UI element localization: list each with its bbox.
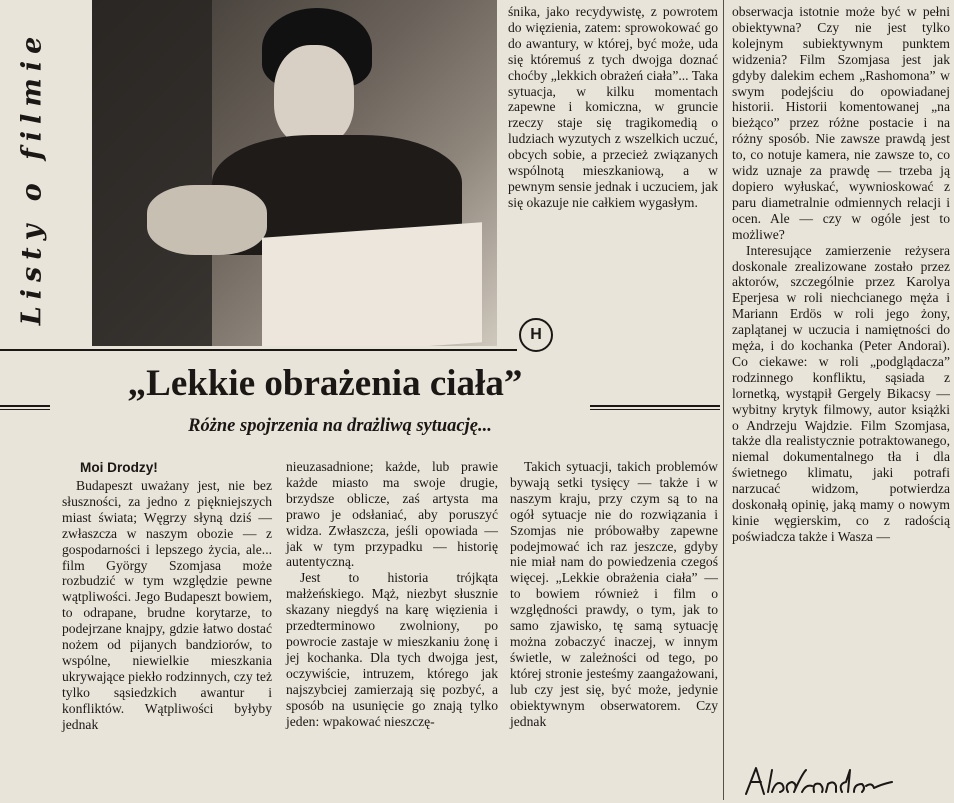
article-column-1: Budapeszt uważany jest, nie bez słuszności, za jedno z piękniejszych miast świata; Węgrzy słyną dziś — zwłaszcza w naszym obozie — z gospodarności i lepszego życia, ale... film György Szomjasa może rozbudzić w tym względzie pewne wątpliwości. Jego Budapeszt bowiem, to odrapane, brudne korytarze, to podejrzane knajpy, gdzie łatwo dostać nożem od pijanych bandziorów, to wspólne, niewielkie mieszkania ukrywające piekło rodzinnych, czy też tylko sąsiedzkich awantur i konfliktów. Wątpliwości byłyby jednak (62, 478, 272, 732)
article-subheadline: Różne spojrzenia na drażliwą sytuację... (188, 416, 492, 436)
film-still-photo (92, 0, 497, 346)
letter-salutation: Moi Drodzy! (80, 460, 158, 475)
author-signature (742, 762, 912, 798)
title-rule-right-thin (590, 409, 720, 410)
column-divider (723, 0, 724, 800)
title-rule-left-thin (0, 409, 50, 410)
header-rule (0, 349, 517, 351)
article-column-3: Takich sytuacji, takich problemów bywają setki tysięcy — także i w naszym kraju, przy czym są to na ogół sytuacje nie do rozwiązania i Szomjas nie próbowałby zapewne podejmować ich raz jeszcze, gdyby nie miał nam do powiedzenia czegoś więcej. „Lekkie obrażenia ciała” — to bowiem również i film o względności prawdy, o tym, jak to samo zjawisko, tę samą sytuację można zobaczyć inaczej, w innym świetle, w zależności od tego, po której stronie jesteśmy zaangażowani, lub czy jest się, być może, jedynie obiektywnym obserwatorem. Czy jednak (510, 459, 718, 729)
article-column-top: śnika, jako recydywistę, z powrotem do więzienia, zatem: sprowokować go do awantury, w której, być może, uda się któremuś z tych dwojga doznać choćby „lekkich obrażeń ciała”... Taka sytuacja, w kilku momentach zapewne i komiczna, w gruncie rzeczy staje się tragikomedią o ludziach wyzutych z wszelkich uczuć, obcych sobie, a przecież związanych wspólnotą mieszkaniową, a w pewnym sensie jednak i uczuciem, jak się okazuje nie całkiem wygasłym. (508, 4, 718, 210)
signature-graphic (742, 762, 912, 798)
article-column-2: nieuzasadnione; każde, lub prawie każde miasto ma swoje drugie, brzydsze oblicze, zaś artysta ma prawo je odsłaniać, aby poruszyć widza. Zwłaszcza, jeśli opowiada — jak w tym przypadku — historię autentyczną. Jest to historia trójkąta małżeńskiego. Mąż, niezbyt słusznie skazany niegdyś na karę więzienia i przedterminowo zwolniony, po powrocie zastaje w mieszkaniu żonę i jej kochanka. Dla tych dwojga jest, oczywiście, intruzem, którego jak najszybciej zamierzają się pozbyć, a sposób na usunięcie go znają tylko jeden: wpakować nieszczę- (286, 459, 498, 729)
hungary-emblem-icon: H (519, 318, 553, 352)
article-column-right: obserwacja istotnie może być w pełni obiektywna? Czy nie jest tylko kolejnym subiektywnym punktem widzenia? Film Szomjasa jest jak gdyby dalekim echem „Rashomona” w swym podejściu do opowiadanej historii. Historii komentowanej „na bieżąco” przez różne postacie i na różny sposób. Nie zawsze prawdą jest to, co notuje kamera, nie zawsze to, co widz uznaje za prawdę — trzeba ją dopiero wyłuskać, wywnioskować z paru diametralnie odmiennych relacji i ocen. Ale — czy w ogóle jest to możliwe? Interesujące zamierzenie reżysera doskonale zrealizowane zostało przez aktorów, szczególnie przez Karolya Eperjesa w roli niechcianego męża i Mariann Erdös w roli jego żony, zaplątanej w uczucia i namiętności do męża, i do kochanka (Peter Andorai). Co ciekawe: w roli „podglądacza” rodzinnego konfliktu, sąsiada z lornetką, wystąpił Gergely Bikacsy — wybitny krytyk filmowy, autor książki o Andrzeju Wajdzie. Film Szomjasa, także dla realistycznie potraktowanego, niemal dokumentalnego tła i dla świetnego klimatu, jaki potrafi narzucać widzom, potwierdza doskonałą opinię, jaką mamy o nowym kinie węgierskim, co z radością poświadcza także i Wasza — (732, 4, 950, 544)
title-rule-left (0, 405, 50, 407)
section-label: Listy o filmie (16, 29, 48, 325)
title-rule-right (590, 405, 720, 407)
article-headline: „Lekkie obrażenia ciała” (127, 363, 523, 404)
